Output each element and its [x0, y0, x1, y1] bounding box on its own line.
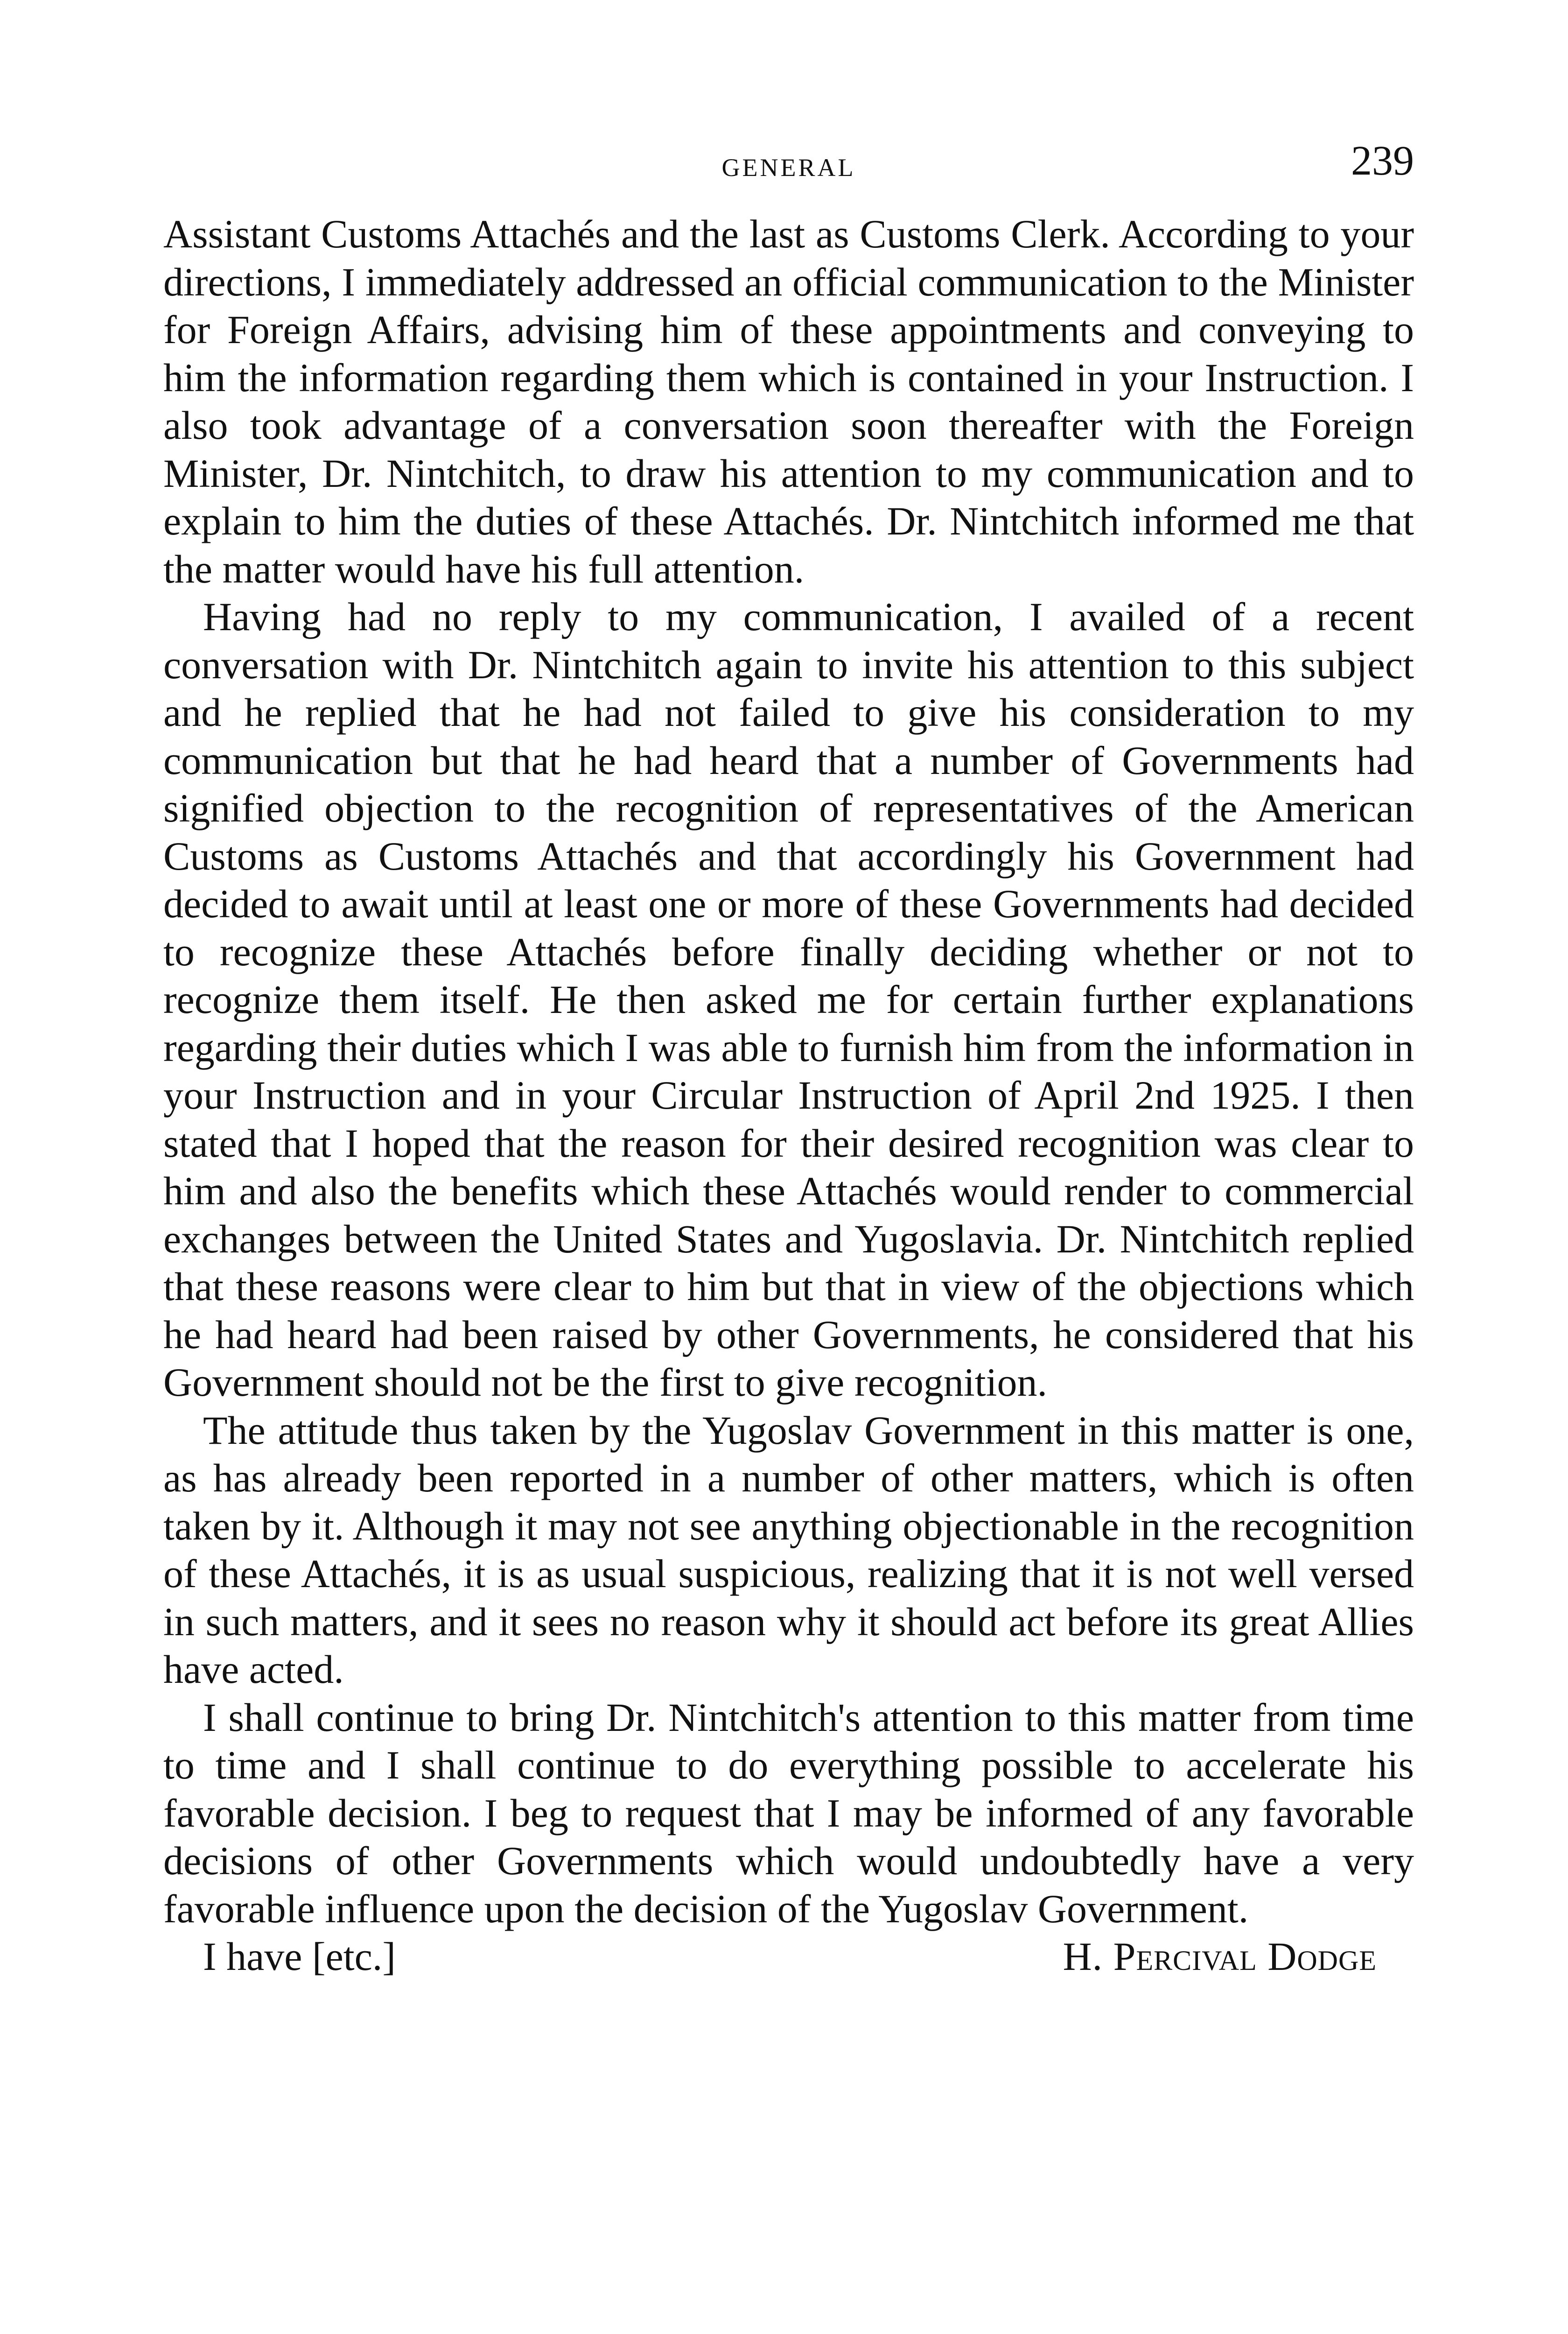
paragraph-continuation: Assistant Customs Attachés and the last as Customs Clerk. According to your directions, I immediately addressed an official communication to the Minister for Foreign Affairs, advising him of these appointments and conveying to him the information regarding them which is contained in your Instruction. I also took advantage of a conversation soon thereafter with the Foreign Minister, Dr. Nintchitch, to draw his attention to my communication and to explain to him the duties of these Attachés. Dr. Nintchitch informed me that the matter would have his full attention. [163, 211, 1414, 591]
paragraph-yugoslav-attitude: The attitude thus taken by the Yugoslav Government in this matter is one, as has already been reported in a number of other matters, which is often taken by it. Although it may not see anything objectionable in the recognition of these Attachés, it is as usual suspicious, realizing that it is not well versed in such matters, and it sees no reason why it should act before its great Allies have acted. [163, 1407, 1414, 1692]
page-header [163, 140, 1414, 210]
signature: H. Percival Dodge [1063, 1934, 1377, 1979]
closing-line [163, 1933, 1414, 1981]
paragraph-continued-efforts: I shall continue to bring Dr. Nintchitch's attention to this matter from time to time and I shall continue to do everything possible to accelerate his favorable decision. I beg to request that I may be informed of any favorable decisions of other Governments which would undoubtedly have a very favorable influence upon the decision of the Yugoslav Government. [163, 1694, 1414, 1931]
running-head: GENERAL [721, 154, 856, 182]
page-number: 239 [1351, 138, 1414, 184]
body-text [163, 210, 1414, 1933]
paragraph-recognition-conversation: Having had no reply to my communication, I availed of a recent conversation with Dr. Nintchitch again to invite his attention to this subject and he replied that he had not failed to give his consideration to my communication but that he had heard that a number of Governments had signified objection to the recognition of representatives of the American Customs as Customs Attachés and that accordingly his Government had decided to await until at least one or more of these Governments had decided to recognize these Attachés before finally deciding whether or not to recognize them itself. He then asked me for certain further explanations regarding their duties which I was able to furnish him from the information in your Instruction and in your Circular Instruction of April 2nd 1925. I then stated that I hoped that the reason for their desired recognition was clear to him and also the benefits which these Attachés would render to commercial exchanges between the United States and Yugoslavia. Dr. Nintchitch replied that these reasons were clear to him but that in view of the objections which he had heard had been raised by other Governments, he considered that his Government should not be the first to give recognition. [163, 594, 1414, 1405]
document-page [163, 140, 1414, 1981]
closing-text: I have [etc.] [203, 1934, 396, 1979]
